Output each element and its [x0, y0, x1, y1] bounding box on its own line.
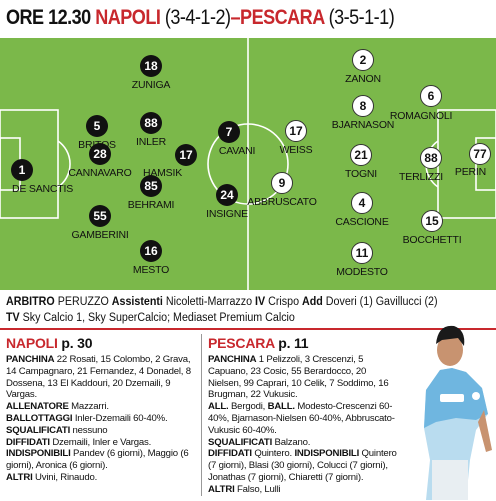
pescara-suspended: Balzano. [274, 436, 311, 448]
napoli-unavailable: Pandev (6 giorni), Maggio (6 giorni), Aronica (6 giorni). [6, 448, 189, 472]
shirt-number: 17 [285, 120, 307, 142]
player-name: INSIGNE [206, 208, 248, 220]
pescara-team-title: PESCARA [208, 335, 275, 351]
header-dash: – [230, 6, 241, 29]
napoli-bench: 22 Rosati, 15 Colombo, 2 Grava, 14 Campagnaro, 21 Fernandez, 4 Donadel, 8 Dossena, 13 El Kaddouri, 20 Dzemaili, 9 Vargas. [6, 354, 191, 401]
column-divider [201, 334, 202, 496]
shirt-number: 11 [351, 242, 373, 264]
napoli-doubts: Inler-Dzemaili 60-40%. [74, 412, 168, 424]
away-formation: (3-5-1-1) [328, 6, 395, 29]
shirt-number: 24 [216, 184, 238, 206]
player-name: WEISS [279, 144, 313, 156]
assistants: Nicoletti-Marrazzo [165, 296, 253, 308]
pescara-cautioned: Quintero. [254, 448, 292, 460]
pescara-others: Falso, Lulli [237, 483, 281, 495]
pescara-info [208, 334, 398, 496]
fourth-official-label: IV [255, 296, 266, 308]
referee-label: ARBITRO [6, 296, 55, 308]
napoli-suspended: nessuno [72, 424, 108, 436]
player-name: BJARNASON [331, 119, 395, 131]
assistants-label: Assistenti [111, 296, 163, 308]
others-label: ALTRI [6, 471, 33, 483]
pescara-doubts: Modesto-Crescenzi 60-40%, Bjarnason-Nielsen 60-40%, Abbruscato-Vukusic 60-40%. [208, 401, 395, 436]
others-label: ALTRI [208, 483, 235, 495]
shirt-number: 8 [352, 95, 374, 117]
cautioned-label: DIFFIDATI [6, 436, 50, 448]
shirt-number: 85 [140, 175, 162, 197]
tv-channels: Sky Calcio 1, Sky SuperCalcio; Mediaset Premium Calcio [22, 312, 295, 324]
shirt-number: 5 [86, 115, 108, 137]
shirt-number: 18 [140, 55, 162, 77]
player-name: INLER [136, 136, 166, 148]
napoli-page-ref: p. 30 [61, 335, 93, 351]
player-name: CAVANI [218, 145, 256, 157]
shirt-number: 77 [469, 143, 491, 165]
suspended-label: SQUALIFICATI [6, 424, 71, 436]
napoli-others: Uvini, Rinaudo. [35, 471, 98, 483]
fourth-official: Crispo [268, 296, 300, 308]
player-name: ABBRUSCATO [247, 196, 317, 208]
player-name: ZUNIGA [131, 79, 171, 91]
pescara-page-ref: p. 11 [278, 335, 309, 351]
home-formation: (3-4-1-2) [164, 6, 231, 29]
referee: PERUZZO [57, 296, 109, 308]
away-team-name: PESCARA [240, 6, 325, 29]
tv-label: TV [6, 312, 20, 324]
player-name: GAMBERINI [71, 229, 129, 241]
shirt-number: 9 [271, 172, 293, 194]
player-name: MODESTO [336, 266, 388, 278]
bench-label: PANCHINA [6, 354, 55, 365]
shirt-number: 88 [140, 112, 162, 134]
shirt-number: 21 [350, 144, 372, 166]
shirt-number: 16 [140, 240, 162, 262]
player-name: CANNAVARO [68, 167, 132, 179]
shirt-number: 55 [89, 205, 111, 227]
cautioned-label: DIFFIDATI [208, 448, 252, 460]
napoli-team-title: NAPOLI [6, 335, 58, 351]
shirt-number: 4 [351, 192, 373, 214]
shirt-number: 2 [352, 49, 374, 71]
unavailable-label: INDISPONIBILI [294, 448, 360, 460]
coach-label: ALL. [208, 401, 229, 413]
player-name: DE SANCTIS [12, 183, 74, 195]
unavailable-label: INDISPONIBILI [6, 448, 71, 460]
coach-label: ALLENATORE [6, 401, 69, 413]
bench-label: PANCHINA [208, 354, 257, 365]
napoli-cautioned: Dzemaili, Inler e Vargas. [52, 436, 152, 448]
doubts-label: BALLOTTAGGI [6, 412, 73, 424]
shirt-number: 88 [420, 147, 442, 169]
match-officials [6, 294, 458, 326]
player-name: PERIN [454, 166, 486, 178]
doubts-label: BALL. [267, 401, 295, 413]
shirt-number: 6 [420, 85, 442, 107]
napoli-coach: Mazzarri. [71, 401, 109, 413]
additional-label: Add [302, 296, 323, 308]
kickoff-time: ORE 12.30 [6, 6, 91, 29]
player-name: BEHRAMI [127, 199, 175, 211]
shirt-number: 1 [11, 159, 33, 181]
shirt-number: 17 [175, 144, 197, 166]
player-name: ROMAGNOLI [389, 110, 453, 122]
player-name: TERLIZZI [399, 171, 443, 183]
player-name: MESTO [132, 264, 170, 276]
additional-officials: Doveri (1) Gavillucci (2) [325, 296, 438, 308]
player-name: HAMSIK [142, 167, 182, 179]
pitch [0, 38, 496, 290]
pescara-coach: Bergodi, [230, 401, 266, 413]
player-name: TOGNI [344, 168, 378, 180]
suspended-label: SQUALIFICATI [208, 436, 273, 448]
shirt-number: 7 [218, 121, 240, 143]
player-name: ZANON [345, 73, 381, 85]
pescara-bench: 1 Pelizzoli, 3 Crescenzi, 5 Capuano, 23 Cosic, 55 Berardocco, 20 Nielsen, 99 Caprari, 10 Celik, 7 Soddimo, 16 Brugman, 22 Vukusic. [208, 354, 389, 401]
player-photo [396, 310, 494, 500]
player-name: CASCIONE [335, 216, 389, 228]
shirt-number: 15 [421, 210, 443, 232]
shirt-number: 28 [89, 143, 111, 165]
player-name: BOCCHETTI [402, 234, 462, 246]
napoli-info [6, 334, 196, 484]
pescara-unavailable: Quintero (7 giorni), Blasi (30 giorni), Colucci (7 giorni), Jonathas (7 giorni), Chiaretti (7 giorni). [208, 448, 397, 483]
player-name: BRITOS [78, 139, 116, 151]
match-header [6, 3, 426, 33]
home-team-name: NAPOLI [95, 6, 161, 29]
